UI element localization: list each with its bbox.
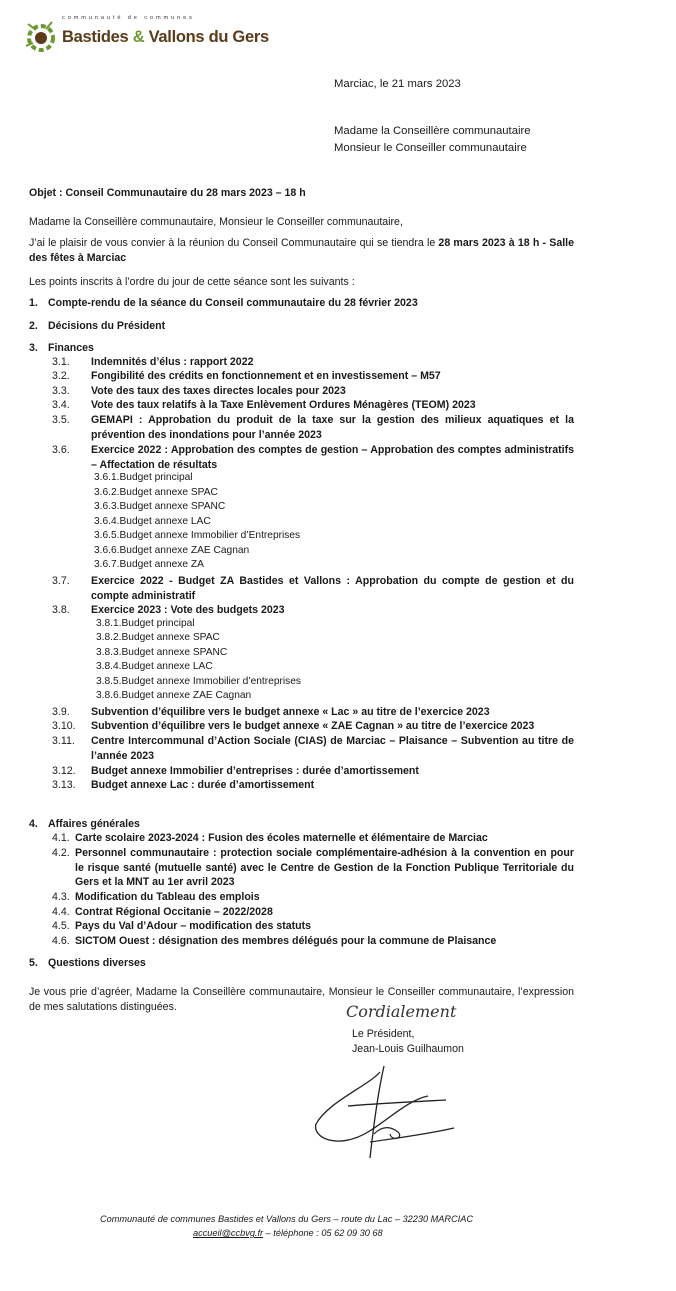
finance-item-num: 3.10. xyxy=(52,720,76,732)
finance-item-num: 3.6. xyxy=(52,444,70,456)
budget-subitem: 3.6.3.Budget annexe SPANC xyxy=(94,501,226,512)
finance-item: Exercice 2022 : Approbation des comptes de gestion – Approbation des comptes administratifs – Affectation de résultats xyxy=(91,444,574,471)
finance-item-num: 3.5. xyxy=(52,414,70,426)
date-line: Marciac, le 21 mars 2023 xyxy=(334,78,461,90)
budget-subitem: 3.6.5.Budget annexe Immobilier d’Entreprises xyxy=(94,530,301,541)
general-item-num: 4.1. xyxy=(52,832,70,844)
email-link[interactable]: accueil@ccbvg.fr xyxy=(193,1228,264,1238)
agenda-item-5-num: 5. xyxy=(29,957,38,969)
finance-item-num: 3.9. xyxy=(52,706,70,718)
general-item: Pays du Val d’Adour – modification des statuts xyxy=(75,920,312,932)
finance-item: Vote des taux des taxes directes locales pour 2023 xyxy=(91,385,346,397)
signatory-title: Le Président, xyxy=(352,1028,415,1040)
salutation: Madame la Conseillère communautaire, Monsieur le Conseiller communautaire, xyxy=(29,216,403,228)
finance-item: GEMAPI : Approbation du produit de la taxe sur la gestion des milieux aquatiques et la prévention des inondations pour l’année 2023 xyxy=(91,414,574,441)
budget-subitem: 3.8.6.Budget annexe ZAE Cagnan xyxy=(96,690,252,701)
intro-paragraph: J’ai le plaisir de vous convier à la réunion du Conseil Communautaire qui se tiendra le 28 mars 2023 à 18 h - Salle des fêtes à Marciac xyxy=(29,237,574,264)
budget-subitem: 3.8.1.Budget principal xyxy=(96,618,195,629)
finance-item-num: 3.12. xyxy=(52,765,76,777)
finance-item-num: 3.13. xyxy=(52,779,76,791)
general-item-num: 4.3. xyxy=(52,891,70,903)
finance-item: Subvention d’équilibre vers le budget annexe « Lac » au titre de l’exercice 2023 xyxy=(91,706,490,718)
agenda-item-2: Décisions du Président xyxy=(48,320,166,332)
finance-item: Vote des taux relatifs à la Taxe Enlèvement Ordures Ménagères (TEOM) 2023 xyxy=(91,399,476,411)
budget-subitem: 3.8.5.Budget annexe Immobilier d’entreprises xyxy=(96,676,301,687)
agenda-item-3-num: 3. xyxy=(29,342,38,354)
agenda-item-4-num: 4. xyxy=(29,818,38,830)
finance-item: Exercice 2022 - Budget ZA Bastides et Vallons : Approbation du compte de gestion et du compte administratif xyxy=(91,575,574,602)
agenda-item-5: Questions diverses xyxy=(48,957,146,969)
general-item-num: 4.2. xyxy=(52,847,70,859)
finance-item: Budget annexe Lac : durée d’amortissement xyxy=(91,779,315,791)
general-item: Modification du Tableau des emplois xyxy=(75,891,260,903)
organization-logo xyxy=(22,14,269,64)
budget-subitem: 3.6.6.Budget annexe ZAE Cagnan xyxy=(94,545,250,556)
finance-item: Centre Intercommunal d’Action Sociale (CIAS) de Marciac – Plaisance – Subvention au titre de l’année 2023 xyxy=(91,735,574,762)
budget-subitem: 3.8.3.Budget annexe SPANC xyxy=(96,647,228,658)
letter-object: Objet : Conseil Communautaire du 28 mars 2023 – 18 h xyxy=(29,187,306,199)
agenda-item-3: Finances xyxy=(48,342,94,354)
finance-item-num: 3.11. xyxy=(52,735,75,747)
recipient-line-1: Madame la Conseillère communautaire xyxy=(334,125,531,137)
finance-item-num: 3.4. xyxy=(52,399,70,411)
general-item: Personnel communautaire : protection sociale complémentaire-adhésion à la convention en pour le risque santé (mutuelle santé) avec le Centre de Gestion de la Fonction Publique Territoriale du Gers et la MNT au 1er avril 2023 xyxy=(75,847,574,888)
budget-subitem: 3.8.4.Budget annexe LAC xyxy=(96,661,213,672)
budget-subitem: 3.6.4.Budget annexe LAC xyxy=(94,516,211,527)
finance-item: Budget annexe Immobilier d’entreprises : durée d’amortissement xyxy=(91,765,419,777)
finance-item-num: 3.1. xyxy=(52,356,70,368)
leaf-emblem-icon xyxy=(22,16,60,60)
agenda-item-4: Affaires générales xyxy=(48,818,140,830)
finance-item-num: 3.3. xyxy=(52,385,70,397)
agenda-item-1: Compte-rendu de la séance du Conseil communautaire du 28 février 2023 xyxy=(48,297,418,309)
finance-item-num: 3.2. xyxy=(52,370,70,382)
closing-paragraph: Je vous prie d’agréer, Madame la Conseillère communautaire, Monsieur le Conseiller communautaire, l’expression de mes salutations distinguées. xyxy=(29,986,574,1013)
finance-item-num: 3.7. xyxy=(52,575,70,587)
signatory-name: Jean-Louis Guilhaumon xyxy=(352,1043,464,1055)
general-item: Contrat Régional Occitanie – 2022/2028 xyxy=(75,906,273,918)
recipient-line-2: Monsieur le Conseiller communautaire xyxy=(334,142,527,154)
finance-item: Exercice 2023 : Vote des budgets 2023 xyxy=(91,604,285,616)
agenda-item-1-num: 1. xyxy=(29,297,38,309)
finance-item: Fongibilité des crédits en fonctionnement et en investissement – M57 xyxy=(91,370,441,382)
points-intro: Les points inscrits à l’ordre du jour de cette séance sont les suivants : xyxy=(29,276,355,288)
general-item-num: 4.6. xyxy=(52,935,70,947)
logo-subtitle: communauté de communes xyxy=(62,15,195,21)
finance-item: Subvention d’équilibre vers le budget annexe « ZAE Cagnan » au titre de l’exercice 2023 xyxy=(91,720,535,732)
logo-title: Bastides & Vallons du Gers xyxy=(62,28,269,46)
footer-contact: accueil@ccbvg.fr – téléphone : 05 62 09 30 68 xyxy=(193,1228,383,1238)
general-item: SICTOM Ouest : désignation des membres délégués pour la commune de Plaisance xyxy=(75,935,497,947)
handwritten-signature xyxy=(308,1062,458,1162)
general-item-num: 4.5. xyxy=(52,920,70,932)
finance-item-num: 3.8. xyxy=(52,604,70,616)
agenda-item-2-num: 2. xyxy=(29,320,38,332)
handwritten-greeting: Cordialement xyxy=(346,1002,457,1021)
budget-subitem: 3.6.1.Budget principal xyxy=(94,472,193,483)
finance-item: Indemnités d’élus : rapport 2022 xyxy=(91,356,254,368)
footer-address: Communauté de communes Bastides et Vallons du Gers – route du Lac – 32230 MARCIAC xyxy=(100,1214,473,1224)
budget-subitem: 3.6.7.Budget annexe ZA xyxy=(94,559,204,570)
budget-subitem: 3.6.2.Budget annexe SPAC xyxy=(94,487,218,498)
general-item: Carte scolaire 2023-2024 : Fusion des écoles maternelle et élémentaire de Marciac xyxy=(75,832,488,844)
budget-subitem: 3.8.2.Budget annexe SPAC xyxy=(96,632,220,643)
general-item-num: 4.4. xyxy=(52,906,70,918)
